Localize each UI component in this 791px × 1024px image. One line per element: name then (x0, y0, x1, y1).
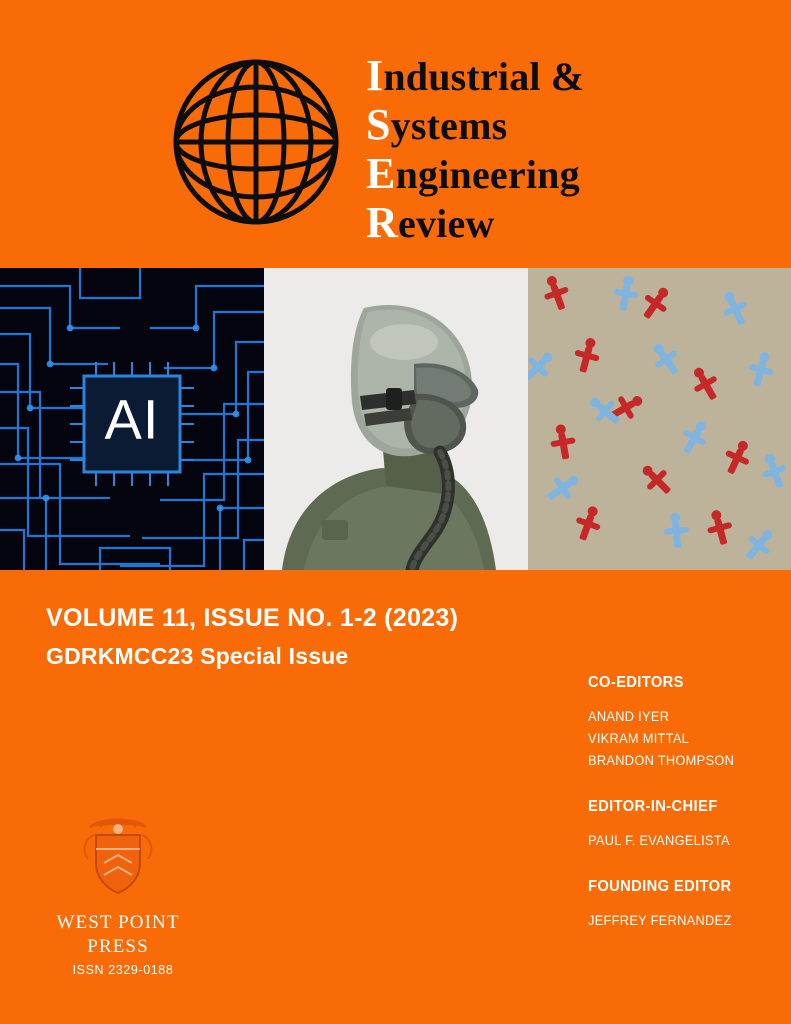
title-initial-i: I (366, 51, 384, 100)
editorial-group-editor-in-chief (588, 798, 788, 852)
special-issue-line: GDRKMCC23 Special Issue (46, 643, 349, 669)
title-line-4 (366, 199, 766, 248)
publisher-block (38, 805, 198, 959)
editorial-group-founding-editor (588, 878, 788, 932)
title-rest-3: ngineering (395, 152, 580, 197)
editor-name: BRANDON THOMPSON (588, 753, 735, 768)
title-line-2 (366, 101, 766, 150)
ai-chip-label: AI (104, 387, 160, 451)
editor-in-chief-heading: EDITOR-IN-CHIEF (588, 798, 718, 815)
title-initial-s: S (366, 100, 391, 149)
globe-logo-icon (172, 55, 340, 230)
publisher-name (38, 911, 198, 959)
cover-lower-section (0, 570, 791, 1024)
pilot-illustration (264, 268, 528, 570)
editorial-board (588, 674, 788, 958)
cover-image-strip (0, 268, 791, 570)
title-line-3 (366, 150, 766, 199)
editor-name: PAUL F. EVANGELISTA (588, 833, 730, 848)
ai-circuit-board-image (0, 268, 264, 570)
co-editors-heading: CO-EDITORS (588, 674, 684, 691)
title-rest-4: eview (397, 201, 495, 246)
issn-number: ISSN 2329-0188 (72, 963, 174, 977)
title-initial-r: R (366, 198, 398, 247)
title-line-1 (366, 52, 766, 101)
fighter-pilot-helmet-image (264, 268, 528, 570)
editor-name: JEFFREY FERNANDEZ (588, 913, 732, 928)
toy-soldiers-illustration (528, 268, 791, 570)
editor-name: VIKRAM MITTAL (588, 731, 690, 746)
publisher-name-line-1: WEST POINT (56, 912, 180, 933)
editorial-group-co-editors (588, 674, 788, 772)
title-rest-1: ndustrial & (383, 54, 585, 99)
founding-editor-heading: FOUNDING EDITOR (588, 878, 732, 895)
masthead (0, 0, 791, 268)
editor-name: ANAND IYER (588, 709, 670, 724)
toy-soldiers-image (528, 268, 791, 570)
journal-title (366, 52, 766, 248)
publisher-name-line-2: PRESS (87, 936, 149, 957)
west-point-press-crest-icon (70, 805, 166, 901)
title-initial-e: E (366, 149, 396, 198)
title-rest-2: ystems (390, 103, 508, 148)
volume-issue-line: VOLUME 11, ISSUE NO. 1-2 (2023) (46, 604, 459, 632)
